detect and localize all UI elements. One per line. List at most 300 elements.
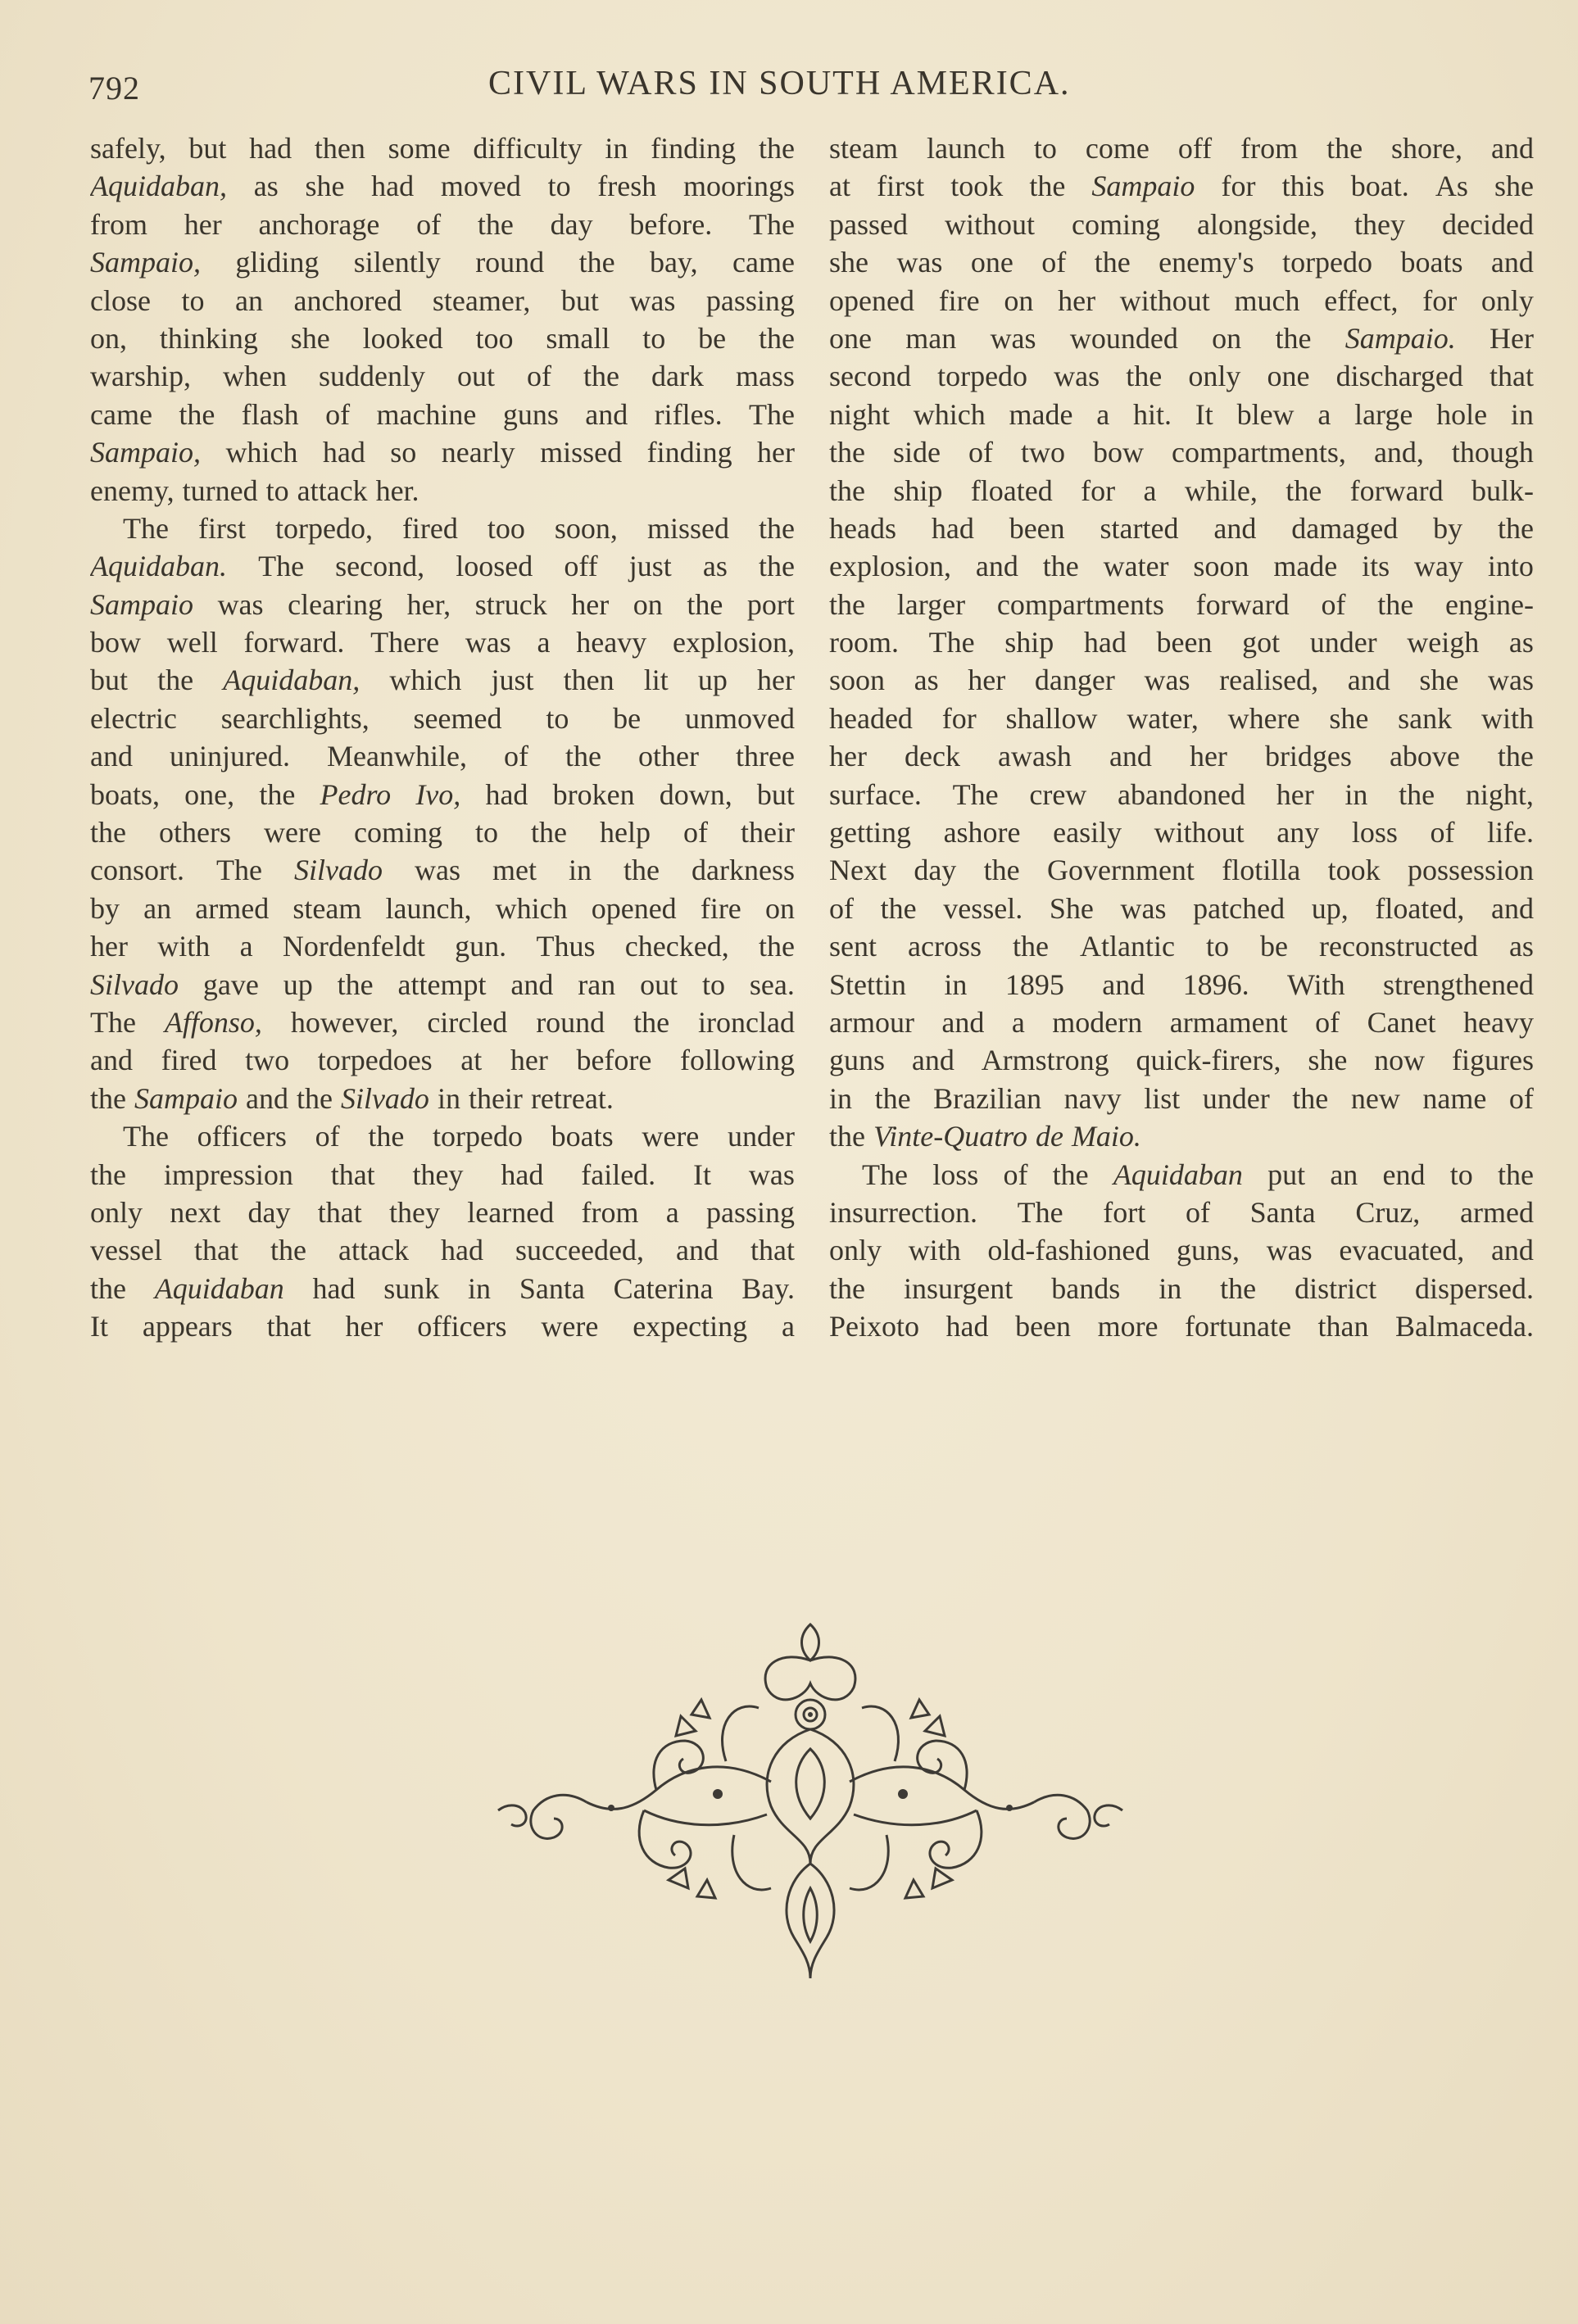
- word: be: [1260, 930, 1288, 963]
- word: the: [270, 1234, 307, 1267]
- word: officers: [197, 1120, 287, 1153]
- word: as: [1508, 626, 1534, 659]
- word: heavy: [1463, 1005, 1534, 1039]
- word: attack: [338, 1234, 409, 1267]
- word: for: [1221, 170, 1256, 203]
- text-line: [829, 623, 1534, 661]
- word: well: [166, 626, 218, 659]
- word: on,: [90, 321, 127, 355]
- word: without: [1119, 283, 1210, 317]
- word: blew: [1236, 397, 1295, 431]
- word: she: [1329, 701, 1369, 735]
- word: one: [970, 246, 1013, 279]
- word: but: [560, 283, 599, 317]
- word: had: [501, 1157, 544, 1191]
- word: checked,: [624, 930, 729, 963]
- word: sent: [829, 930, 877, 963]
- word: and: [1490, 132, 1534, 165]
- word: but: [188, 132, 227, 165]
- word: as: [1508, 930, 1534, 963]
- text-line: [90, 966, 795, 1003]
- word: steam: [829, 132, 898, 165]
- floral-tailpiece-ornament-icon: [488, 1618, 1132, 1982]
- word: her: [757, 436, 795, 469]
- word: the: [531, 816, 567, 849]
- word: armament: [1169, 1005, 1288, 1039]
- word: torpedoes: [317, 1044, 433, 1077]
- page-header: [88, 61, 1530, 118]
- word: failed.: [581, 1157, 656, 1191]
- word: getting: [829, 816, 911, 849]
- word: before.: [629, 207, 713, 241]
- word: flotilla: [1222, 854, 1301, 887]
- word: forward: [1195, 587, 1290, 621]
- word: vessel: [90, 1234, 162, 1267]
- word: reconstructed: [1319, 930, 1478, 963]
- word: impression: [163, 1157, 293, 1191]
- word: appears: [142, 1310, 233, 1343]
- word: the: [90, 1081, 126, 1115]
- word: the: [477, 207, 514, 241]
- word: larger: [896, 587, 966, 621]
- word: bow: [1092, 436, 1144, 469]
- text-line: [90, 282, 795, 319]
- word: sank: [1398, 701, 1453, 735]
- word: water: [1103, 550, 1169, 583]
- word: they: [389, 1195, 441, 1229]
- word: dark: [651, 360, 704, 393]
- word: electric: [90, 701, 177, 735]
- text-line: [829, 737, 1534, 775]
- word: of: [683, 816, 708, 849]
- word: was: [748, 1157, 795, 1191]
- word: an: [143, 891, 172, 925]
- word: which: [495, 891, 568, 925]
- word: expecting: [633, 1310, 748, 1343]
- word: for: [1422, 283, 1458, 317]
- text-line: [90, 510, 795, 547]
- word: when: [222, 360, 287, 393]
- text-line: [90, 927, 795, 965]
- word: Aquidaban: [154, 1271, 284, 1305]
- word: some: [388, 132, 451, 165]
- text-line: [90, 851, 795, 889]
- word: of: [416, 207, 442, 241]
- word: Sampaio,: [90, 246, 201, 279]
- word: had: [322, 436, 365, 469]
- word: and: [911, 1044, 955, 1077]
- word: ashore: [943, 816, 1021, 849]
- word: in: [1159, 1271, 1182, 1305]
- right-text-column: [829, 129, 1534, 1346]
- word: to: [181, 283, 205, 317]
- word: Silvado: [340, 1081, 429, 1115]
- word: ship: [893, 473, 943, 507]
- text-line: [829, 1156, 1534, 1194]
- word: torpedo: [1282, 246, 1373, 279]
- word: without: [1154, 816, 1245, 849]
- word: were: [264, 816, 321, 849]
- text-line: [829, 1041, 1534, 1079]
- word: damaged: [1291, 511, 1399, 545]
- word: first: [197, 511, 246, 545]
- word: that: [194, 1234, 238, 1267]
- text-line: [90, 547, 795, 585]
- word: learned: [467, 1195, 555, 1229]
- word: had: [945, 1310, 989, 1343]
- word: Canet: [1367, 1005, 1436, 1039]
- word: and,: [1373, 436, 1424, 469]
- word: mass: [735, 360, 795, 393]
- word: was: [1487, 664, 1534, 697]
- word: been: [1009, 511, 1065, 545]
- word: boats,: [90, 777, 160, 811]
- word: ran: [578, 967, 616, 1001]
- word: while,: [1184, 473, 1258, 507]
- word: of: [968, 436, 993, 469]
- word: headed: [829, 701, 913, 735]
- word: the: [1497, 511, 1534, 545]
- word: fire: [938, 283, 980, 317]
- word: came: [90, 397, 152, 431]
- word: Aquidaban.: [90, 550, 227, 583]
- word: the: [1275, 321, 1312, 355]
- word: had: [312, 1271, 356, 1305]
- word: shallow: [1005, 701, 1098, 735]
- word: Aquidaban: [1113, 1157, 1243, 1191]
- word: got: [1242, 626, 1281, 659]
- word: night: [829, 397, 891, 431]
- word: forward: [1349, 473, 1444, 507]
- word: guns,: [1177, 1234, 1240, 1267]
- word: than: [1317, 1310, 1369, 1343]
- word: her: [1276, 777, 1314, 811]
- word: attack: [297, 473, 368, 507]
- word: the: [1052, 1157, 1089, 1191]
- word: Silvado: [293, 854, 383, 887]
- word: loosed: [456, 550, 533, 583]
- word: heavy: [576, 626, 647, 659]
- word: which: [389, 664, 462, 697]
- word: three: [735, 740, 795, 773]
- word: steam: [292, 891, 362, 925]
- word: to: [546, 701, 569, 735]
- word: Aquidaban,: [90, 170, 227, 203]
- word: Sampaio: [1091, 170, 1195, 203]
- word: be: [698, 321, 727, 355]
- word: were: [541, 1310, 599, 1343]
- word: where: [1227, 701, 1300, 735]
- word: fresh: [597, 170, 657, 203]
- word: in: [468, 1271, 492, 1305]
- word: the: [1377, 587, 1414, 621]
- word: with: [1481, 701, 1534, 735]
- word: so: [390, 436, 417, 469]
- word: way: [1414, 550, 1464, 583]
- word: suddenly: [318, 360, 425, 393]
- word: now: [1374, 1044, 1426, 1077]
- text-line: [90, 206, 795, 243]
- word: moved: [440, 170, 521, 203]
- word: was: [629, 283, 676, 317]
- word: only: [90, 1195, 143, 1229]
- word: under: [727, 1120, 795, 1153]
- word: wounded: [1069, 321, 1178, 355]
- text-line: [90, 129, 795, 167]
- word: its: [1362, 550, 1390, 583]
- word: side: [892, 436, 941, 469]
- text-line: [90, 890, 795, 927]
- word: on: [764, 891, 795, 925]
- word: rifles.: [654, 397, 723, 431]
- text-line: [90, 586, 795, 623]
- word: which: [225, 436, 298, 469]
- text-line: [829, 586, 1534, 623]
- word: It: [90, 1310, 108, 1343]
- word: finding: [651, 132, 737, 165]
- word: a: [1317, 397, 1331, 431]
- word: soon,: [554, 511, 618, 545]
- word: her: [1189, 740, 1227, 773]
- word: on: [633, 587, 663, 621]
- word: and: [975, 550, 1018, 583]
- word: passed: [829, 207, 908, 241]
- word: Sampaio: [134, 1081, 238, 1115]
- word: day: [247, 1195, 291, 1229]
- word: the: [758, 511, 795, 545]
- word: and: [90, 1044, 133, 1077]
- word: this: [1281, 170, 1325, 203]
- word: others: [159, 816, 231, 849]
- word: finding: [646, 436, 732, 469]
- word: and: [941, 1005, 985, 1039]
- text-line: [829, 206, 1534, 243]
- word: Ivo,: [415, 777, 461, 811]
- word: With: [1287, 967, 1345, 1001]
- word: the: [983, 854, 1020, 887]
- text-line: [90, 396, 795, 433]
- word: Thus: [536, 930, 596, 963]
- text-line: [90, 737, 795, 775]
- word: on: [1004, 283, 1034, 317]
- word: to: [474, 816, 498, 849]
- word: the: [758, 550, 795, 583]
- word: sunk: [383, 1271, 440, 1305]
- word: The: [928, 626, 975, 659]
- word: deck: [904, 740, 960, 773]
- word: that: [317, 1195, 362, 1229]
- word: they: [1354, 207, 1406, 241]
- word: by: [90, 891, 120, 925]
- word: moorings: [682, 170, 795, 203]
- word: had: [1083, 626, 1127, 659]
- word: the: [758, 132, 795, 165]
- word: armour: [829, 1005, 914, 1039]
- word: from: [581, 1195, 639, 1229]
- word: searchlights,: [220, 701, 370, 735]
- word: bulk-: [1471, 473, 1534, 507]
- word: on: [1212, 321, 1242, 355]
- word: though: [1451, 436, 1534, 469]
- word: was: [465, 626, 511, 659]
- word: enemy,: [90, 473, 175, 507]
- word: Santa: [519, 1271, 585, 1305]
- word: into: [1487, 550, 1534, 583]
- word: of: [829, 891, 854, 925]
- word: her: [510, 1044, 548, 1077]
- text-line: [829, 813, 1534, 851]
- word: was: [990, 321, 1036, 355]
- word: small: [546, 321, 610, 355]
- word: off: [564, 550, 598, 583]
- word: passing: [705, 283, 795, 317]
- word: help: [600, 816, 651, 849]
- word: Vinte-Quatro: [873, 1120, 1027, 1153]
- word: attempt: [397, 967, 487, 1001]
- word: explosion,: [829, 550, 951, 583]
- word: sea.: [749, 967, 795, 1001]
- text-line: [90, 1231, 795, 1269]
- word: and: [90, 740, 133, 773]
- word: nearly: [441, 436, 515, 469]
- word: took: [1327, 854, 1381, 887]
- word: Sampaio: [90, 587, 193, 621]
- word: boat.: [1350, 170, 1409, 203]
- word: unmoved: [684, 701, 795, 735]
- running-title: CIVIL WARS IN SOUTH AMERICA.: [488, 65, 1071, 102]
- word: of: [315, 1120, 340, 1153]
- word: the: [623, 854, 660, 887]
- word: lit: [643, 664, 669, 697]
- word: Aquidaban,: [223, 664, 360, 697]
- word: and: [585, 397, 628, 431]
- word: missed: [540, 436, 623, 469]
- word: at: [829, 170, 850, 203]
- word: easily: [1053, 816, 1122, 849]
- text-line: [829, 282, 1534, 319]
- word: the: [1029, 170, 1066, 203]
- word: had: [249, 132, 292, 165]
- text-line: [829, 1231, 1534, 1269]
- word: a: [239, 930, 253, 963]
- word: she: [305, 170, 345, 203]
- word: out: [640, 967, 678, 1001]
- word: the: [90, 816, 126, 849]
- text-line: [829, 243, 1534, 281]
- word: second: [829, 360, 911, 393]
- word: started: [1100, 511, 1179, 545]
- word: navy: [1063, 1081, 1122, 1115]
- word: in: [1344, 777, 1368, 811]
- word: and: [1102, 967, 1145, 1001]
- word: to: [265, 473, 289, 507]
- text-line: [829, 319, 1534, 357]
- word: the: [90, 1271, 126, 1305]
- word: and: [245, 1081, 288, 1115]
- word: their: [741, 816, 795, 849]
- word: as: [702, 550, 728, 583]
- text-line: [829, 966, 1534, 1003]
- word: enemy's: [1159, 246, 1254, 279]
- text-line: [829, 1270, 1534, 1307]
- word: Brazilian: [933, 1081, 1042, 1115]
- word: had: [371, 170, 415, 203]
- word: decided: [1442, 207, 1534, 241]
- word: an: [1330, 1157, 1358, 1191]
- word: alongside,: [1197, 207, 1318, 241]
- word: the: [759, 930, 795, 963]
- word: and: [1347, 664, 1390, 697]
- text-line: [829, 1307, 1534, 1345]
- word: darkness: [692, 854, 795, 887]
- text-line: [829, 1003, 1534, 1041]
- word: had: [485, 777, 528, 811]
- word: loss: [1351, 816, 1398, 849]
- word: The: [123, 511, 169, 545]
- word: explosion,: [672, 626, 795, 659]
- word: the: [687, 587, 723, 621]
- word: two: [245, 1044, 290, 1077]
- word: come: [1085, 132, 1149, 165]
- word: hit.: [1133, 397, 1172, 431]
- word: up: [283, 967, 313, 1001]
- text-line: [829, 1194, 1534, 1231]
- word: uninjured.: [170, 740, 290, 773]
- word: the: [1013, 930, 1049, 963]
- word: and: [1490, 246, 1534, 279]
- word: Armstrong: [981, 1044, 1109, 1077]
- text-line: [90, 1156, 795, 1194]
- word: and: [1213, 511, 1257, 545]
- text-line: [90, 1307, 795, 1345]
- word: room.: [829, 626, 899, 659]
- word: just: [491, 664, 534, 697]
- word: armed: [1460, 1195, 1534, 1229]
- word: Sampaio,: [90, 436, 201, 469]
- word: their: [468, 1081, 523, 1115]
- word: the: [874, 1081, 911, 1115]
- word: water,: [1127, 701, 1199, 735]
- word: that: [330, 1157, 375, 1191]
- word: Affonso,: [164, 1005, 262, 1039]
- word: The: [90, 1005, 136, 1039]
- word: she: [829, 246, 868, 279]
- word: had: [441, 1234, 484, 1267]
- word: consort.: [90, 854, 184, 887]
- word: the: [179, 397, 215, 431]
- word: port: [746, 587, 795, 621]
- word: up: [697, 664, 728, 697]
- word: Her: [1490, 321, 1534, 355]
- word: under: [1309, 626, 1377, 659]
- word: too: [487, 511, 525, 545]
- word: Peixoto: [829, 1310, 920, 1343]
- word: and: [1109, 740, 1152, 773]
- text-line: [90, 661, 795, 699]
- word: The: [952, 777, 999, 811]
- text-line: [829, 167, 1534, 205]
- word: close: [90, 283, 151, 317]
- word: as: [914, 664, 939, 697]
- word: but: [756, 777, 795, 811]
- text-line: [90, 1080, 795, 1117]
- text-line: [829, 890, 1534, 927]
- word: of: [1315, 1005, 1340, 1039]
- word: guns: [829, 1044, 886, 1077]
- word: down,: [659, 777, 732, 811]
- word: seemed: [413, 701, 502, 735]
- word: was: [1120, 891, 1167, 925]
